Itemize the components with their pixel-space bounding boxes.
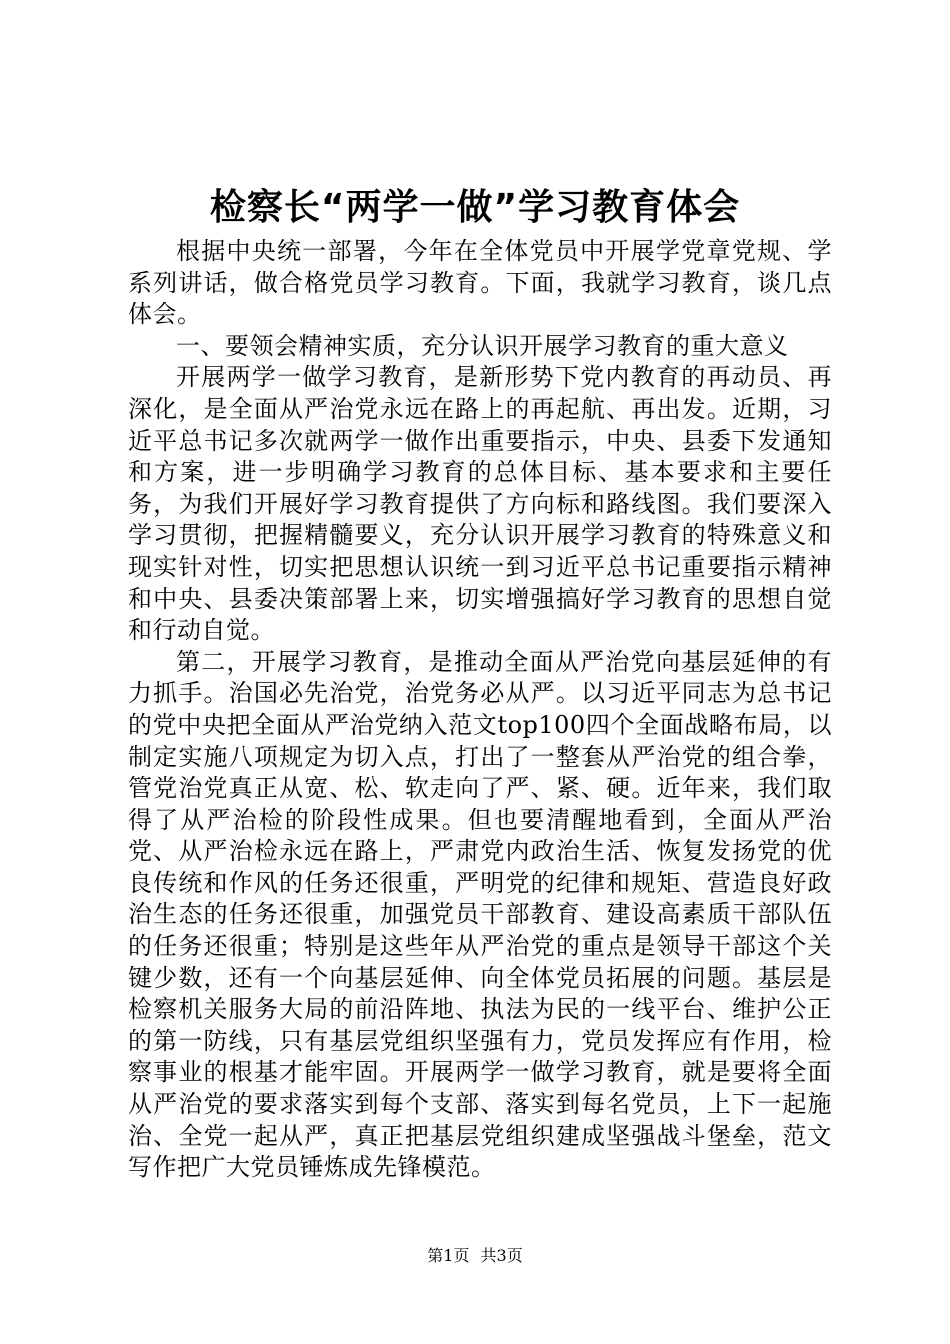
document-title: 检察长“两学一做”学习教育体会 — [209, 187, 741, 228]
section-heading: 一、要领会精神实质，充分认识开展学习教育的重大意义 — [176, 331, 789, 360]
document-body — [128, 236, 832, 1184]
paragraph-significance: 开展两学一做学习教育，是新形势下党内教育的再动员、再深化，是全面从严治党永远在路上的再起航、再出发。近期，习近平总书记多次就两学一做作出重要指示，中央、县委下发通知和方案，进一步明确学习教育的总体目标、基本要求和主要任务，为我们开展好学习教育提供了方向标和路线图。我们要深入学习贯彻，把握精髓要义，充分认识开展学习教育的特殊意义和现实针对性，切实把思想认识统一到习近平总书记重要指示精神和中央、县委决策部署上来，切实增强搞好学习教育的思想自觉和行动自觉。 — [128, 363, 832, 645]
page-number-current: 第1页 — [427, 1246, 470, 1265]
page-footer — [0, 1244, 950, 1268]
paragraph-second-point: 第二，开展学习教育，是推动全面从严治党向基层延伸的有力抓手。治国必先治党，治党务必从严。以习近平同志为总书记的党中央把全面从严治党纳入范文top100四个全面战略布局，以制定实施八项规定为切入点，打出了一整套从严治党的组合拳，管党治党真正从宽、松、软走向了严、紧、硬。近年来，我们取得了从严治检的阶段性成果。但也要清醒地看到，全面从严治党、从严治检永远在路上，严肃党内政治生活、恢复发扬党的优良传统和作风的任务还很重，严明党的纪律和规矩、营造良好政治生态的任务还很重，加强党员干部教育、建设高素质干部队伍的任务还很重；特别是这些年从严治党的重点是领导干部这个关键少数，还有一个向基层延伸、向全体党员拓展的问题。基层是检察机关服务大局的前沿阵地、执法为民的一线平台、维护公正的第一防线，只有基层党组织坚强有力，党员发挥应有作用，检察事业的根基才能牢固。开展两学一做学习教育，就是要将全面从严治党的要求落实到每个支部、落实到每名党员，上下一起施治、全党一起从严，真正把基层党组织建成坚强战斗堡垒，范文写作把广大党员锤炼成先锋模范。 — [128, 647, 832, 1182]
page-number-total: 共3页 — [480, 1246, 523, 1265]
paragraph-intro: 根据中央统一部署，今年在全体党员中开展学党章党规、学系列讲话，做合格党员学习教育。下面，我就学习教育，谈几点体会。 — [128, 237, 832, 329]
